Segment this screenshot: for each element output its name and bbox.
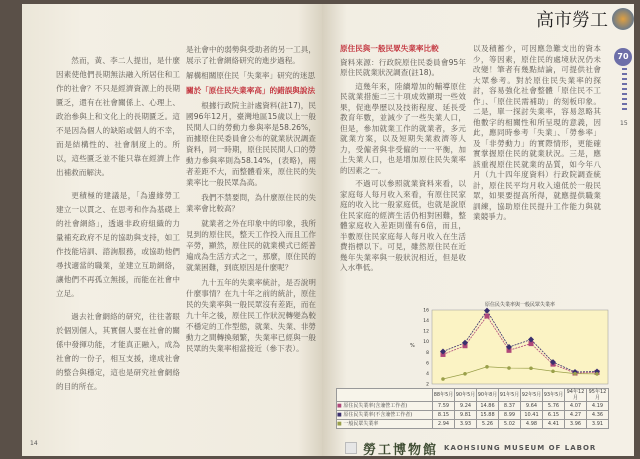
left-column-2 <box>186 44 316 358</box>
data-label: 7.59 <box>433 402 455 411</box>
paragraph: 我們不禁要問，為什麼原住民的失業率會比較高？ <box>186 193 316 213</box>
table-row <box>337 411 609 420</box>
data-label: 4.41 <box>543 420 565 429</box>
watermark-cn: 勞工博物館 <box>363 442 439 458</box>
x-tick-label: 92年5月 <box>521 389 543 402</box>
data-label: 8.99 <box>499 411 521 420</box>
data-label: 6.15 <box>543 411 565 420</box>
y-tick-label: 16 <box>423 308 429 314</box>
data-label: 8.37 <box>499 402 521 411</box>
data-label: 9.24 <box>455 402 477 411</box>
y-tick-label: 6 <box>426 361 429 367</box>
data-label: 5.26 <box>477 420 499 429</box>
data-label: 4.98 <box>521 420 543 429</box>
y-axis-label: % <box>410 343 415 349</box>
paragraph: 解構相關原住民「失業率」研究的迷思 <box>186 71 316 80</box>
x-tick-label: 90年8月 <box>477 389 499 402</box>
paragraph: 以及積蓄少，可因應急難支出的資本少，等因素，原住民的處境狀況仍未改變！筆者有幾點結論，可提供社會大眾參考。對於原住民失業率的探討，容易強化社會整體「原住民不工作」、「原住民需補助」的刻板印象。二是，單一探討失業率，容易忽略其他數字的相關性和所呈現的意義，因此，應同時參考「失業」、「勞參率」及「非勞動力」的實際情形，更能確實掌握原住民的就業狀況。三是，應該重視原住民就業的品質，如今年八月（九十四年度資料）行政院調查統計，原住民平均月收入遠低於一般民眾，如果要提高所得，就應提供職業訓練，協助原住民提升工作能力與就業競爭力。 <box>473 44 601 221</box>
table-row <box>337 420 609 429</box>
data-point <box>507 366 511 370</box>
data-point <box>573 372 577 376</box>
data-label: 5.02 <box>499 420 521 429</box>
data-label: 3.91 <box>587 420 609 429</box>
y-tick-label: 14 <box>423 319 429 325</box>
data-point <box>463 372 467 376</box>
data-point <box>485 365 489 369</box>
x-tick-label: 91年5月 <box>499 389 521 402</box>
data-label: 8.15 <box>433 411 455 420</box>
paragraph: 是社會中的弱勢與受助者的另一工具，展示了社會網絡研究的進步過程。 <box>186 45 316 65</box>
data-label: 4.07 <box>565 402 587 411</box>
x-tick-label: 94年12月 <box>565 389 587 402</box>
x-tick-label: 90年5月 <box>455 389 477 402</box>
table-corner <box>337 389 433 402</box>
chart-title: 原住民失業率與一般民眾失業率 <box>484 302 556 308</box>
paragraph: 根據行政院主計處資料(註17)，民國96年12月，臺灣地區15歲以上一般民間人口的勞動力參與率是58.26%，而據原住民委員會公布的就業狀況調查資料，同一時期，原住民民間人口的勞動力參與率則為58.14%，(表略)，兩者差距不大，而整體看來，原住民的失業率比一般民眾為高。 <box>186 101 316 187</box>
data-point <box>595 372 599 376</box>
legend-entry: ■ 原住民失業率(含兼營工作者) <box>337 402 433 411</box>
data-label: 5.76 <box>543 402 565 411</box>
y-tick-label: 4 <box>426 371 429 377</box>
y-tick-label: 12 <box>423 329 429 335</box>
data-label: 3.96 <box>565 420 587 429</box>
x-tick-label: 88年5月 <box>433 389 455 402</box>
magazine-logo: 高市勞工 <box>536 10 608 31</box>
data-label: 10.41 <box>521 411 543 420</box>
watermark-en: KAOHSIUNG MUSEUM OF LABOR <box>444 444 597 452</box>
unemployment-chart <box>345 298 615 387</box>
paragraph: 然而，黃、李二人提出，是什麼因素使他們長期無法融入所居住和工作的社會？不只是經濟資源上的長期匱乏，還有在社會關係上、心理上、政治參與上和文化上的長期匱乏。這不是因為個人的缺陷或個人的不幸，而是結構性的、社會制度上的。所以，這些匱乏並不能只靠在經濟上作出補救而解決。 <box>56 56 180 177</box>
data-label: 15.88 <box>477 411 499 420</box>
left-column-1 <box>56 54 180 403</box>
data-label: 4.27 <box>565 411 587 420</box>
source-note: 資料來源：行政院原住民委員會95年原住民就業狀況調查(註18)。 <box>340 57 466 77</box>
decorative-dots <box>622 68 627 113</box>
legend-entry: ■ 原住民失業率(不含兼營工作者) <box>337 411 433 420</box>
x-tick-label: 93年5月 <box>543 389 565 402</box>
chart-data-table <box>336 388 609 429</box>
data-label: 2.94 <box>433 420 455 429</box>
data-point <box>551 369 555 373</box>
right-column-2 <box>473 44 601 226</box>
right-column-1 <box>340 44 466 277</box>
paragraph: 九十五年的失業率統計，是否說明什麼事情？在九十年之前的統計，原住民的失業率與一般民眾沒有差距，而在九十年之後，原住民工作狀況轉變為較不穩定的工作型態，就業、失業、非勞動力之間轉換頻繁，失業率已經與一般民眾的失業率相當接近（參下表）。 <box>186 278 316 353</box>
data-point <box>529 366 533 370</box>
data-label: 9.64 <box>521 402 543 411</box>
paragraph: 不過可以參照就業資料來看，以家庭每人每月收入來看，有原住民家庭的收入比一般家庭低，也就是說原住民家庭的經濟生活仍相對困難，整體家庭收入差距則僅有6倍，而且，半數原住民家庭每人每月收入在生活費指標以下。可見，雖然原住民在近幾年失業率與一般狀況相近，但是收入水準低。 <box>340 179 466 272</box>
section-heading: 原住民與一般民眾失業率比較 <box>340 44 439 53</box>
legend-entry: ■ 一般民眾失業率 <box>337 420 433 429</box>
paragraph: 就業者之外在印象中的印象，我所見到的原住民，整天工作投入而且工作辛勞，顯然，原住民的就業模式已經普遍成為生活方式之一，那麼，原住民的就業困難，到底原因是什麼呢？ <box>186 219 316 272</box>
data-label: 9.81 <box>455 411 477 420</box>
magazine-badge-icon <box>612 8 634 30</box>
paragraph: 這幾年來，陸續增加的輔導原住民就業措施二三十項成效顯現一些效果，促進學歷以及技術程度、延長受教育年數，並減少了一些失業人口，但是，參加就業工作的就業者，多元就業方案，以及短期失業救濟等人力，受僱者與非受僱的一一平衡，加上失業人口，也是增加原住民失業率的因素之一。 <box>340 81 466 175</box>
table-row <box>337 402 609 411</box>
data-label: 4.36 <box>587 411 609 420</box>
page-number: 14 <box>30 440 38 447</box>
data-label: 3.93 <box>455 420 477 429</box>
paragraph: 過去社會網絡的研究，往往著眼於個別個人，其實個人要在社會的關係中發揮功能，才能真正融入，成為社會的一份子，相互支援，達成社會的整合與穩定，這也是研究社會網絡的目的所在。 <box>56 312 180 391</box>
data-label: 4.19 <box>587 402 609 411</box>
section-heading: 關於「原住民失業率高」的錯誤與說法 <box>186 86 316 95</box>
y-tick-label: 8 <box>426 350 429 356</box>
page-number: 15 <box>620 120 628 127</box>
y-tick-label: 10 <box>423 340 429 346</box>
issue-number: 70 <box>614 48 632 66</box>
data-label: 14.86 <box>477 402 499 411</box>
paragraph: 更積極的建議是，「為邊緣勞工建立一以貫之、在思考和作為基礎上的社會網絡」，透過非政府組織的力量補充政府不足的協助與支持，如工作技能培訓、諮詢服務，或協助他們尋找適當的職業，並建立互助網絡，讓他們不再孤立無援，而能在社會中立足。 <box>56 191 180 298</box>
data-point <box>441 377 445 381</box>
y-tick-label: 2 <box>426 382 429 387</box>
x-tick-label: 95年12月 <box>587 389 609 402</box>
